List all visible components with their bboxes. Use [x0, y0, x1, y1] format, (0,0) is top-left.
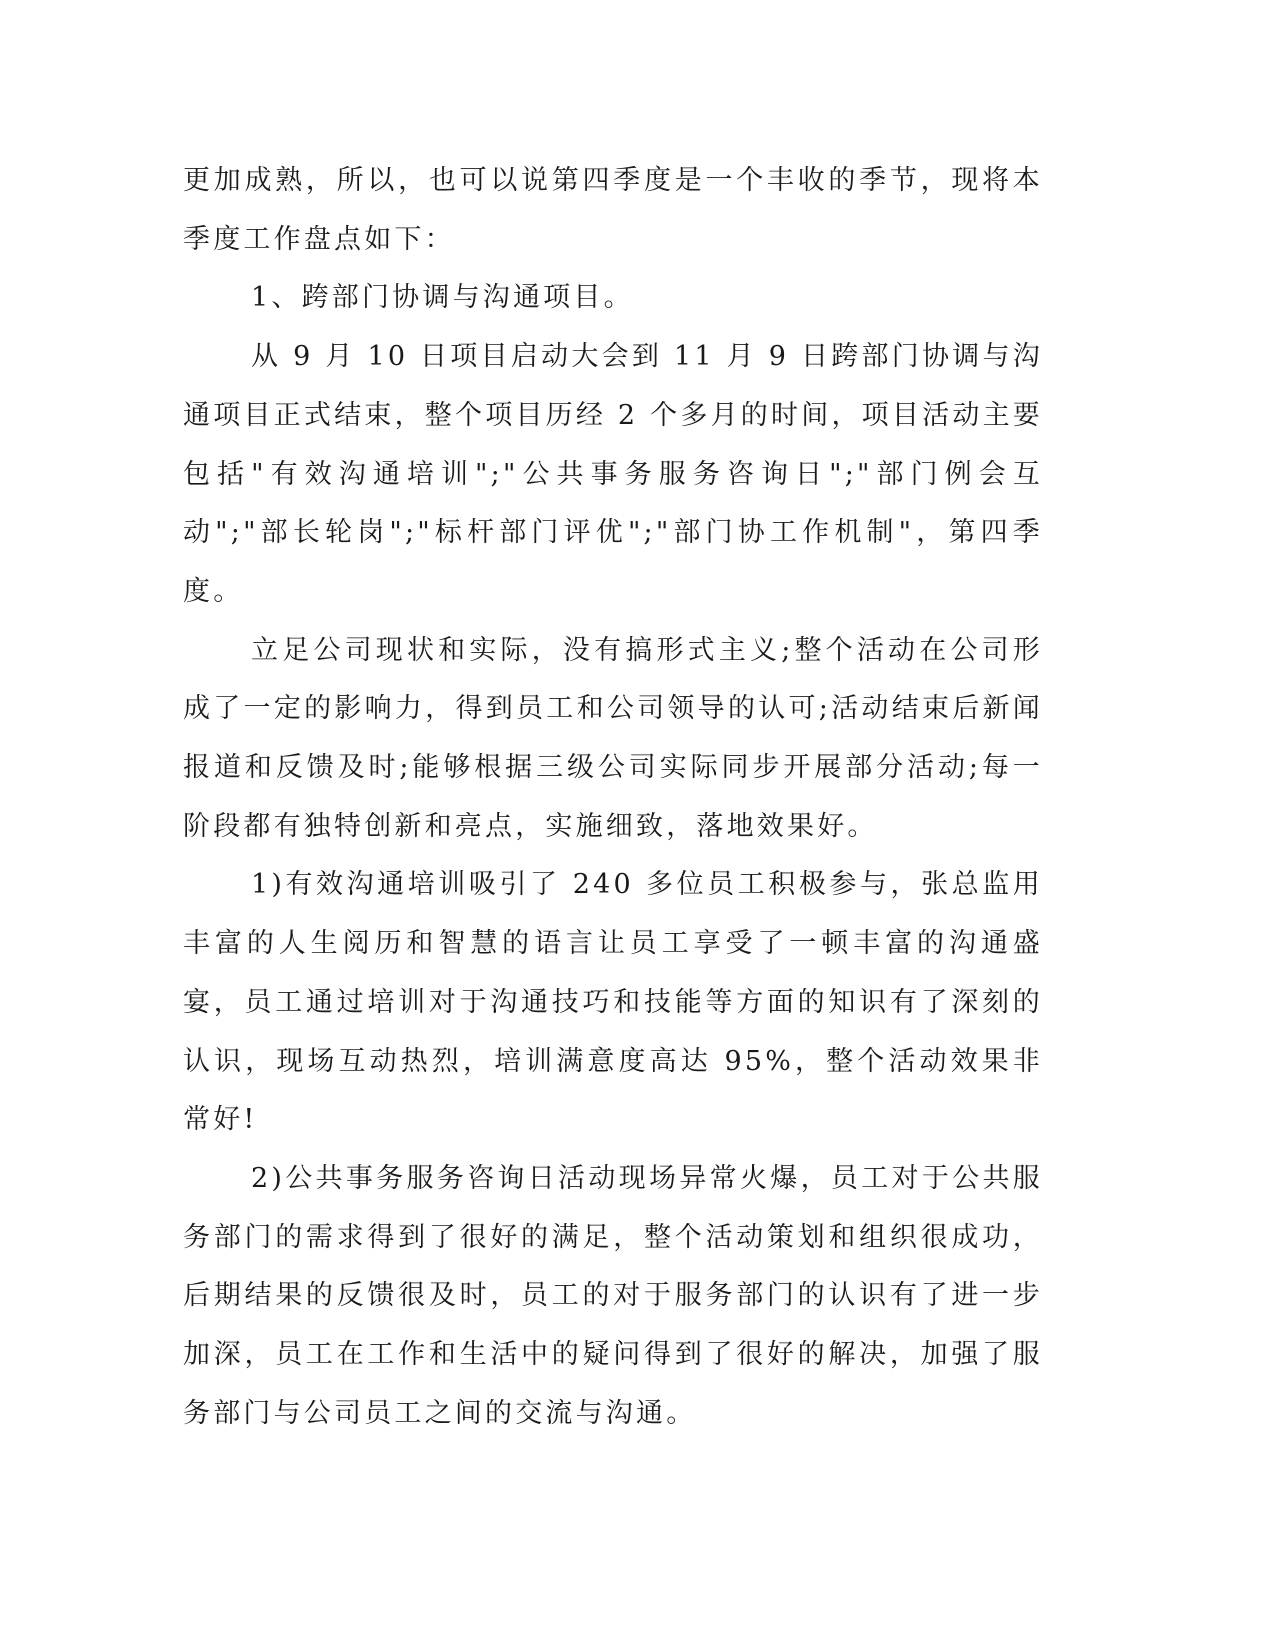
section-heading-1: 1、跨部门协调与沟通项目。: [251, 282, 634, 314]
paragraph-intro-continuation: 更加成熟，所以，也可以说第四季度是一个丰收的季节，现将本季度工作盘点如下：: [183, 165, 1043, 255]
paragraph-project-overview: 从 9 月 10 日项目启动大会到 11 月 9 日跨部门协调与沟通项目正式结束，整个项目历经 2 个多月的时间，项目活动主要包括"有效沟通培训";"公共事务服务咨询日";"部门例会互动";"部长轮岗";"标杆部门评优";"部门协工作机制"，第四季度。: [183, 341, 1043, 607]
paragraph-project-evaluation: 立足公司现状和实际，没有搞形式主义;整个活动在公司形成了一定的影响力，得到员工和公司领导的认可;活动结束后新闻报道和反馈及时;能够根据三级公司实际同步开展部分活动;每一阶段都有独特创新和亮点，实施细致，落地效果好。: [183, 634, 1043, 842]
paragraph-item-1-training: 1)有效沟通培训吸引了 240 多位员工积极参与，张总监用丰富的人生阅历和智慧的语言让员工享受了一顿丰富的沟通盛宴，员工通过培训对于沟通技巧和技能等方面的知识有了深刻的认识，现场互动热烈，培训满意度高达 95%，整个活动效果非常好!: [183, 869, 1043, 1136]
paragraph-item-2-consulting-day: 2)公共事务服务咨询日活动现场异常火爆，员工对于公共服务部门的需求得到了很好的满足，整个活动策划和组织很成功，后期结果的反馈很及时，员工的对于服务部门的认识有了进一步加深，员工在工作和生活中的疑问得到了很好的解决，加强了服务部门与公司员工之间的交流与沟通。: [183, 1162, 1043, 1429]
document-body: [183, 152, 1043, 1443]
